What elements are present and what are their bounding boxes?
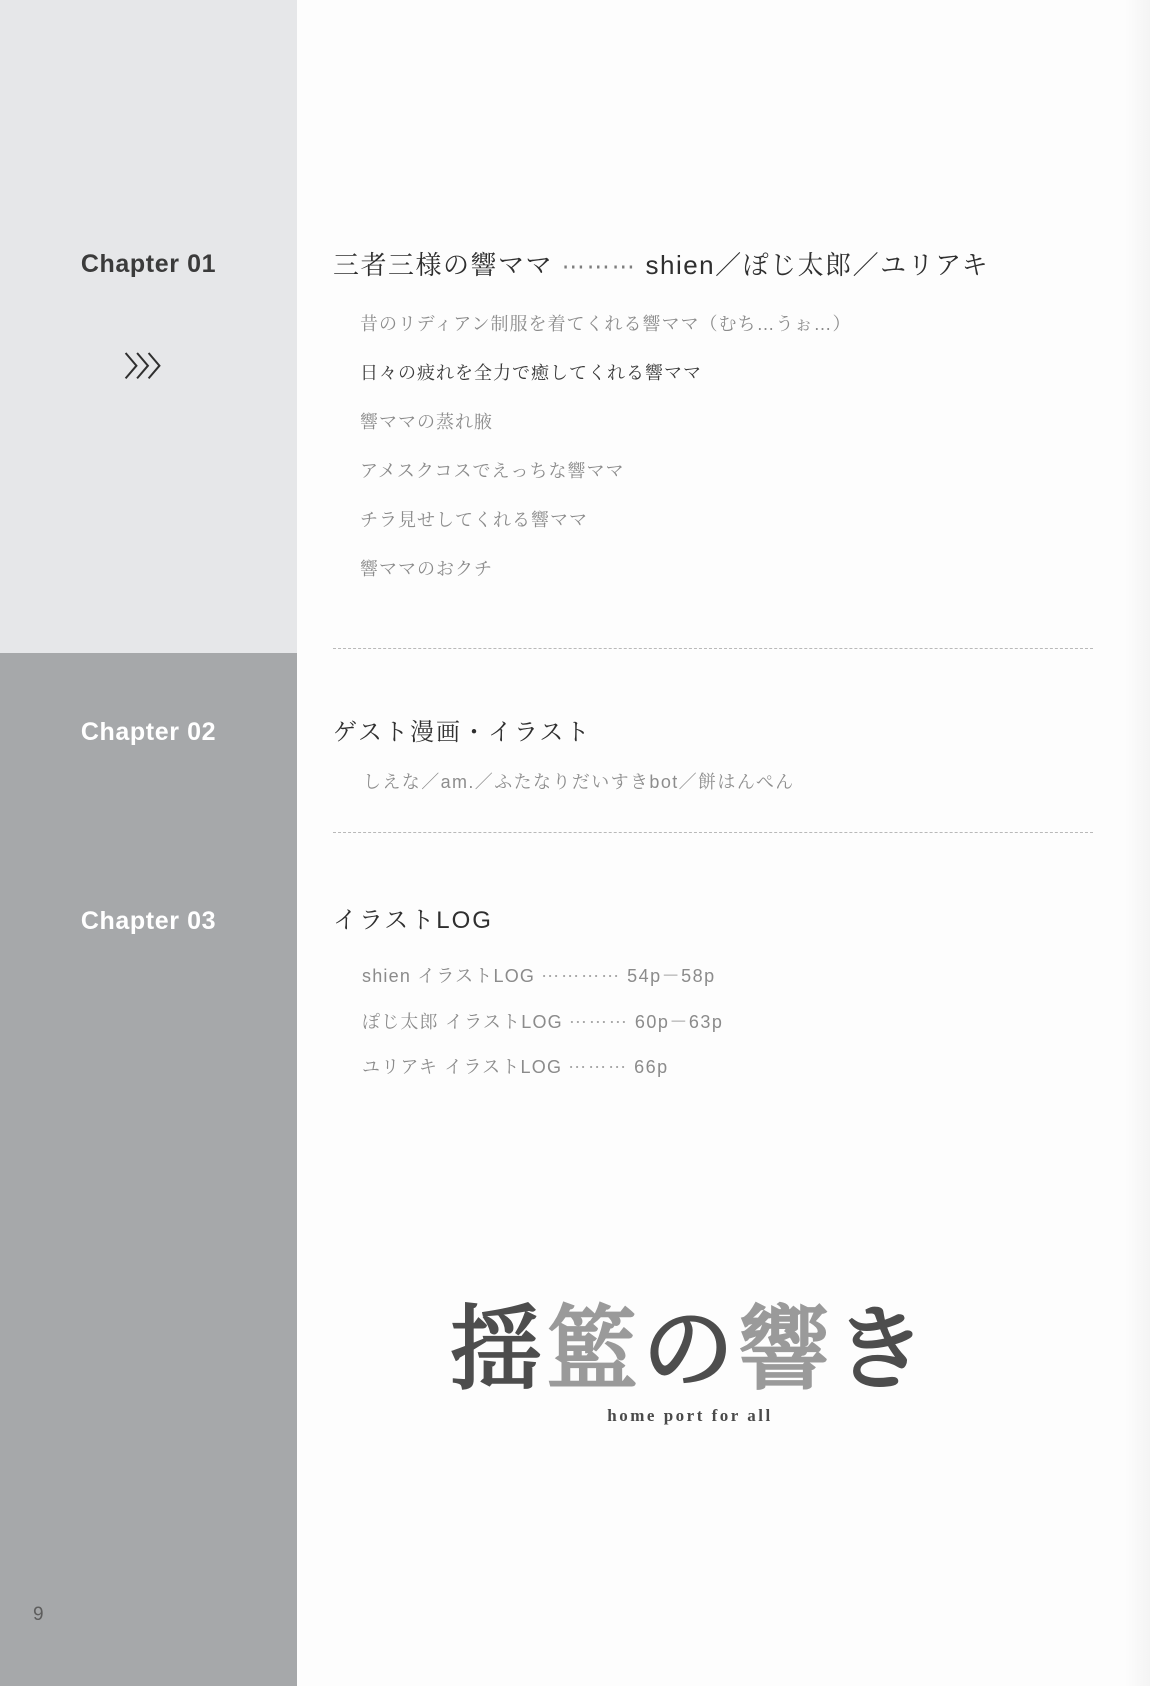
logo-char-4: 響 [738,1296,835,1403]
divider [333,648,1093,649]
logo-title [430,1296,950,1403]
book-logo [430,1296,950,1470]
chapter-01-credits: shien／ぽじ太郎／ユリアキ [645,250,990,280]
list-item [362,1053,669,1079]
log-pages: 54p－58p [627,966,716,986]
list-item: 日々の疲れを全力で癒してくれる響ママ [360,363,702,383]
chapter-01-label: Chapter 01 [80,250,217,278]
page-number: 9 [33,1604,44,1625]
chapter-01-dots: ⋯⋯⋯ [561,253,637,279]
chapter-01-title: 三者三様の響ママ [333,250,554,280]
logo-char-5: き [834,1296,931,1403]
log-dots: ⋯⋯⋯⋯ [541,966,622,986]
list-item [362,1008,723,1034]
chapter-01-item-list [360,310,851,604]
log-pages: 66p [634,1057,669,1077]
list-item: 響ママのおクチ [360,559,493,579]
logo-char-1: 揺 [449,1296,546,1403]
logo-char-3: の [641,1296,738,1403]
list-item: 昔のリディアン制服を着てくれる響ママ（むち…うぉ…） [360,314,852,334]
divider [333,832,1093,833]
log-dots: ⋯⋯⋯ [568,1057,629,1077]
list-item: アメスクコスでえっちな響ママ [360,461,625,481]
log-name: ぽじ太郎 イラストLOG [362,1012,563,1032]
chapter-02-label: Chapter 02 [80,718,217,746]
chapter-02-title: ゲスト漫画・イラスト [333,719,592,746]
chapter-03-label: Chapter 03 [80,907,217,935]
log-pages: 60p－63p [634,1012,724,1032]
band-dark [0,653,297,1686]
chapter-03-title: イラストLOG [333,907,493,934]
log-name: shien イラストLOG [362,966,536,986]
page-edge-shadow [1124,0,1150,1686]
band-light [0,0,297,653]
chapter-01-marker-icon: 〉〉〉 [124,352,173,382]
log-dots: ⋯⋯⋯ [568,1012,629,1032]
list-item [362,962,716,988]
logo-char-2: 籃 [545,1296,642,1403]
logo-tagline: home port for all [607,1406,773,1425]
list-item: 響ママの蒸れ腋 [360,412,493,432]
chapter-01-title-row [333,245,989,282]
log-name: ユリアキ イラストLOG [362,1057,563,1077]
chapter-02-guests: しえな／am.／ふたなりだいすきbot／餅はんぺん [363,772,795,792]
list-item: チラ見せしてくれる響ママ [360,510,588,530]
